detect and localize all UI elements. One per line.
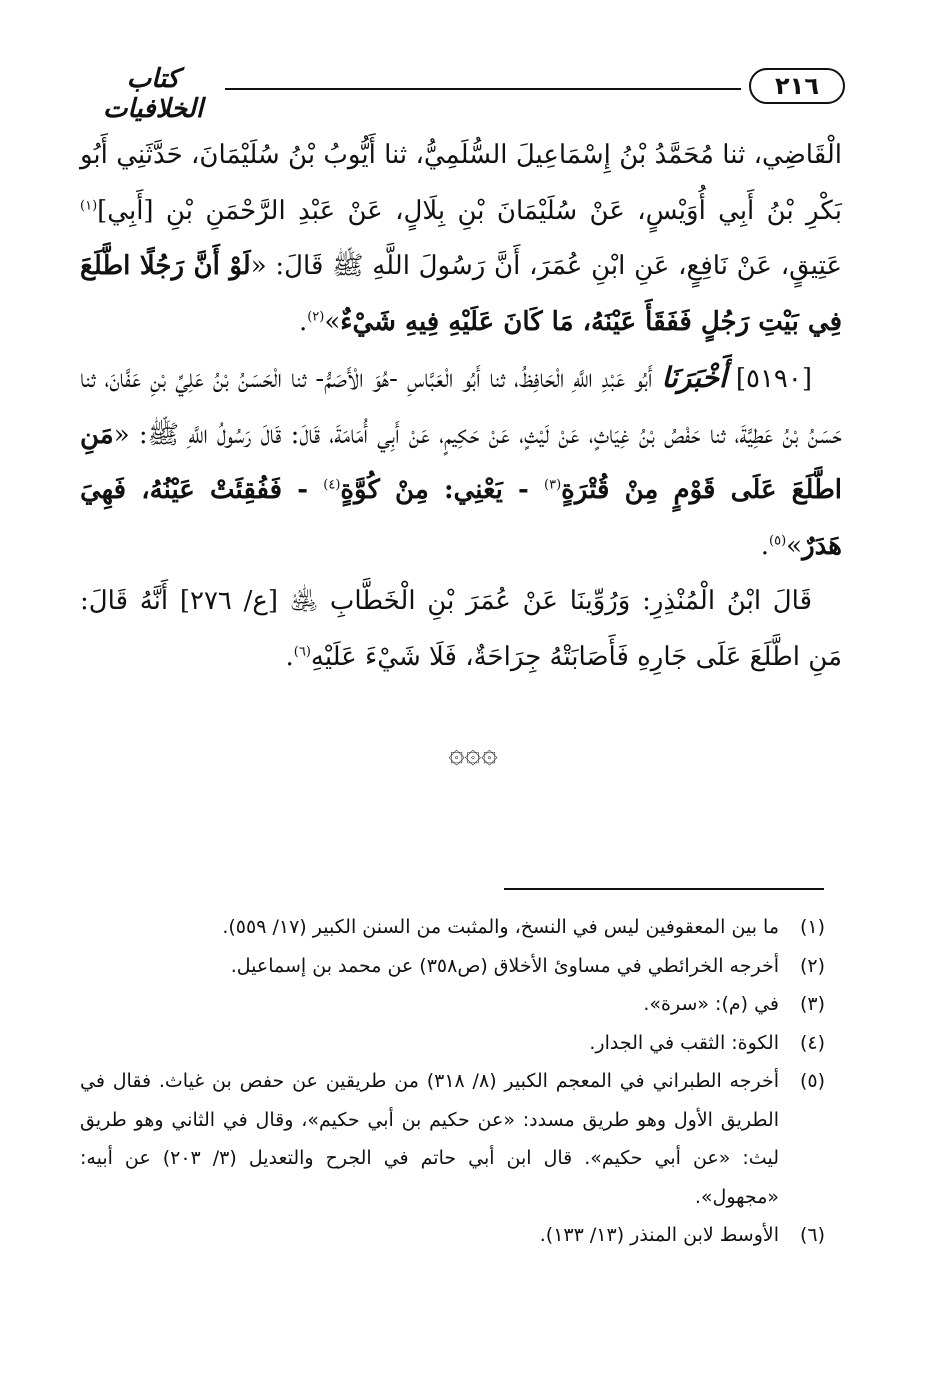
footnote-item [80,947,825,986]
footnote-number: (٤) [799,1031,825,1054]
footnote-marker: (٢) [307,308,325,324]
hadith-number: [٥١٩٠] [726,364,812,394]
paragraph-2 [80,350,842,574]
footnote-marker: (٣) [544,477,562,493]
footnote-number: (١) [799,916,825,938]
hadith-text: لَوْ أَنَّ رَجُلًا اطَّلَعَ فِي بَيْتِ رَجُلٍ فَفَقَأَ عَيْنَهُ، مَا كَانَ عَلَيْهِ فِيهِ شَيْءٌ [80,251,842,337]
footnote-text: في (م): «سرة». [643,993,779,1015]
footnote-item [80,1216,825,1255]
footnote-marker: (٤) [323,477,341,493]
footnote-item [80,1024,825,1063]
footnote-marker: (٦) [293,643,311,659]
page-header [85,62,845,124]
footnote-item [80,908,825,947]
akhbarana-word: أَخْبَرَنَا [661,361,727,394]
footnote-item [80,985,825,1024]
text-run: . [285,641,294,672]
footnote-text: الأوسط لابن المنذر (١٣/ ١٣٣). [539,1224,779,1246]
hadith-text: مَنِ اطَّلَعَ عَلَى قَوْمٍ مِنْ قُتْرَةٍ [80,419,843,505]
footnotes [80,908,825,1255]
footnote-number: (٢) [799,954,825,977]
text-run: » [324,306,341,337]
text-run: . [298,306,308,337]
text-run: قَالَ ابْنُ الْمُنْذِرِ: وَرُوِّينَا عَنْ عُمَرَ بْنِ الْخَطَّابِ ﵁ [ع/ ٢٧٦] أَنَّهُ قَالَ: مَنِ اطَّلَعَ عَلَى جَارِهِ فَأَصَابَتْهُ جِرَاحَةٌ، فَلَا شَيْءَ عَلَيْهِ [80,586,842,672]
text-run: أَبُو عَبْدِ اللَّهِ الْحَافِظُ، ثنا أَبُو الْعَبَّاسِ -هُوَ الْأَصَمُّ- ثنا الْحَسَنُ بْنُ عَلِيِّ بْنِ عَفَّانَ، ثنا حَسَنُ بْنُ عَطِيَّةَ، ثنا حَفْصُ بْنُ غِيَاثٍ، عَنْ لَيْثٍ، عَنْ حَكِيمٍ، عَنْ أَبِي أُمَامَةَ، قَالَ: قَالَ رَسُولُ اللَّهِ ﷺ: « [80,364,842,450]
footnote-number: (٦) [799,1224,825,1246]
footnote-text: أخرجه الخرائطي في مساوئ الأخلاق (ص٣٥٨) عن محمد بن إسماعيل. [230,954,779,977]
text-run: الْقَاضِي، ثنا مُحَمَّدُ بْنُ إِسْمَاعِيلَ السُّلَمِيُّ، ثنا أَيُّوبُ بْنُ سُلَيْمَانَ، حَدَّثَنِي أَبُو بَكْرِ بْنُ أَبِي أُوَيْسٍ، عَنْ سُلَيْمَانَ بْنِ بِلَالٍ، عَنْ عَبْدِ الرَّحْمَنِ بْنِ [أَبِي] [80,140,842,226]
text-run: . [760,530,770,561]
footnote-separator [504,888,824,890]
footnote-marker: (٥) [769,532,787,548]
ornament-divider: ۞۞۞ [448,736,498,769]
hadith-text: - يَعْنِي: مِنْ كُوَّةٍ [340,475,545,505]
footnote-marker: (١) [80,197,98,213]
paragraph-3 [80,574,842,685]
text-run: عَتِيقٍ، عَنْ نَافِعٍ، عَنِ ابْنِ عُمَرَ، أَنَّ رَسُولَ اللَّهِ ﷺ قَالَ: « [250,251,842,281]
footnote-number: (٥) [799,1070,825,1092]
footnote-item [80,1062,825,1216]
hadith-text: - فَفُقِئَتْ عَيْنُهُ، فَهِيَ هَدَرٌ [80,475,842,561]
header-rule [225,88,741,90]
footnote-text: أخرجه الطبراني في المعجم الكبير (٨/ ٣١٨) من طريقين عن حفص بن غياث. فقال في الطريق الأول وهو طريق مسدد: «عن حكيم بن أبي حكيم»، وقال في الثاني وهو طريق ليث: «عن أبي حكيم». قال ابن أبي حاتم في الجرح والتعديل (٣/ ٢٠٣) عن أبيه: «مجهول». [80,1070,779,1208]
book-title: كتاب الخلافيات [102,64,204,124]
paragraph-1 [80,128,842,350]
page-number: ٢١٦ [749,68,845,104]
text-run: » [786,530,803,561]
footnote-text: الكوة: الثقب في الجدار. [589,1031,779,1054]
footnote-text: ما بين المعقوفين ليس في النسخ، والمثبت من السنن الكبير (١٧/ ٥٥٩). [222,916,779,938]
footnote-number: (٣) [799,993,825,1015]
main-text [80,128,842,685]
